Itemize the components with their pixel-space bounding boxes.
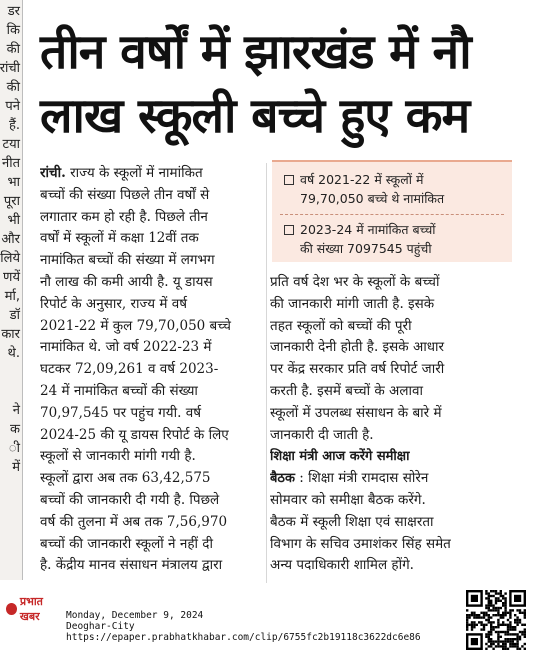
text-line — [270, 468, 498, 490]
logo-mark-icon — [6, 603, 17, 615]
fragment-text: डर — [7, 4, 20, 19]
text-line: तहत स्कूलों को बच्चों की पूरी — [270, 317, 412, 334]
text-line: करती है. इसमें बच्चों के अलावा — [270, 382, 424, 399]
fragment-text: पूरा — [3, 194, 20, 209]
text-line: बच्चों की जानकारी दी गयी है. पिछले — [40, 491, 220, 508]
text-line: 2024-25 की यू डायस रिपोर्ट के लिए — [40, 426, 229, 443]
fragment-text: क — [10, 422, 20, 437]
fragment-text: भा — [7, 175, 20, 190]
text-line: अन्य पदाधिकारी शामिल होंगे. — [270, 557, 414, 574]
fragment-text: और — [1, 232, 20, 247]
fragment-text: कार — [1, 327, 20, 342]
fragment-text: ने — [12, 403, 20, 418]
highlight-line: वर्ष 2021-22 में स्कूलों में — [300, 172, 424, 187]
subheading: शिक्षा मंत्री आज करेंगे समीक्षा — [270, 449, 410, 465]
fragment-text: थे. — [7, 346, 20, 361]
text-run: : शिक्षा मंत्री रामदास सोरेन — [294, 470, 429, 487]
dashed-divider — [280, 214, 504, 215]
text-line: जानकारी दी जाती है. — [270, 426, 374, 443]
text-line: बैठक में स्कूली शिक्षा एवं साक्षरता — [270, 513, 434, 530]
highlight-line: की संख्या 7097545 पहुंची — [300, 241, 432, 256]
text-line: बच्चों की जानकारी स्कूलों ने नहीं दी — [40, 535, 213, 552]
text-line: की जानकारी मांगी जाती है. इसके — [270, 295, 435, 312]
fragment-text: नीत — [2, 156, 20, 171]
text-line: नामांकित थे. जो वर्ष 2022-23 में — [40, 339, 212, 356]
clip-info — [66, 610, 421, 643]
text-line: प्रति वर्ष देश भर के स्कूलों के बच्चों — [270, 274, 440, 290]
fragment-text: डॉ — [9, 308, 20, 323]
text-line: सोमवार को समीक्षा बैठक करेंगे. — [270, 491, 426, 508]
fragment-text: णयें — [3, 270, 20, 285]
text-line — [40, 163, 266, 185]
subheading-word: बैठक — [270, 471, 295, 487]
dateline: रांची. — [40, 165, 66, 181]
text-line: स्कूलों द्वारा अब तक 63,42,575 — [40, 470, 211, 487]
text-line: विभाग के सचिव उमाशंकर सिंह समेत — [270, 535, 451, 552]
adjacent-article-fragment — [0, 0, 22, 580]
highlight-line: 79,70,050 बच्चे थे नामांकित — [300, 191, 445, 206]
column-rule — [22, 0, 23, 580]
text-line: बच्चों की संख्या पिछले तीन वर्षों से — [40, 186, 210, 203]
fragment-text: र्मा, — [4, 289, 20, 304]
text-line: पर केंद्र सरकार प्रति वर्ष रिपोर्ट जारी — [270, 361, 445, 378]
clip-edition: Deoghar-City — [66, 621, 135, 632]
text-line: घटकर 72,09,261 व वर्ष 2023- — [40, 361, 219, 378]
fragment-text: रांची — [0, 61, 20, 76]
article-column-2 — [270, 272, 498, 577]
headline-line-2: लाख स्कूली बच्चे हुए कम — [40, 88, 470, 144]
highlight-line: 2023-24 में नामांकित बच्चों — [300, 222, 436, 237]
qr-code-icon[interactable] — [466, 590, 526, 650]
text-line: नामांकित बच्चों की संख्या में लगभग — [40, 252, 215, 269]
headline — [40, 20, 524, 148]
text-line: 70,97,545 पर पहुंच गयी. वर्ष — [40, 404, 201, 421]
text-line: रिपोर्ट के अनुसार, राज्य में वर्ष — [40, 295, 188, 312]
column-rule — [266, 163, 267, 583]
fragment-text: की — [6, 80, 20, 95]
publisher-logo — [6, 596, 62, 622]
fragment-text: ी — [8, 441, 20, 456]
text-line: स्कूलों से जानकारी मांगी गयी है. — [40, 448, 196, 465]
highlight-item — [284, 170, 506, 208]
headline-line-1: तीन वर्षों में झारखंड में नौ — [40, 24, 471, 80]
fragment-text: में — [12, 460, 20, 475]
checkbox-bullet-icon — [284, 175, 294, 185]
text-line: नौ लाख की कमी आयी है. यू डायस — [40, 273, 213, 290]
fragment-text: भी — [7, 213, 20, 228]
clip-date: Monday, December 9, 2024 — [66, 610, 204, 621]
highlight-item — [284, 220, 506, 258]
clip-url[interactable]: https://epaper.prabhatkhabar.com/clip/6755fc2b19118c3622dc6e86 — [66, 632, 421, 643]
text-line: 2021-22 में कुल 79,70,050 बच्चे — [40, 317, 231, 334]
fragment-text: टया — [2, 137, 20, 152]
text-run: राज्य के स्कूलों में नामांकित — [65, 165, 203, 181]
text-line: लगातार कम हो रही है. पिछले तीन — [40, 208, 208, 225]
checkbox-bullet-icon — [284, 225, 294, 235]
text-line: जानकारी देनी होती है. इसके आधार — [270, 339, 445, 356]
text-line: 24 में नामांकित बच्चों की संख्या — [40, 382, 198, 399]
fragment-text: की — [6, 42, 20, 57]
publisher-name: प्रभात खबर — [19, 595, 43, 623]
text-line: वर्षों में स्कूलों में कक्षा 12वीं तक — [40, 230, 199, 247]
article-column-1 — [40, 163, 266, 577]
text-line: वर्ष की तुलना में अब तक 7,56,970 — [40, 513, 228, 530]
text-line: है. केंद्रीय मानव संसाधन मंत्रालय द्वारा — [40, 557, 223, 574]
fragment-text: लिये — [0, 251, 20, 266]
fragment-text: पने — [5, 99, 20, 114]
fragment-text: हैं. — [8, 118, 20, 133]
fragment-text: कि — [6, 23, 20, 38]
highlight-box — [272, 160, 512, 262]
text-line: स्कूलों में उपलब्ध संसाधन के बारे में — [270, 404, 442, 421]
